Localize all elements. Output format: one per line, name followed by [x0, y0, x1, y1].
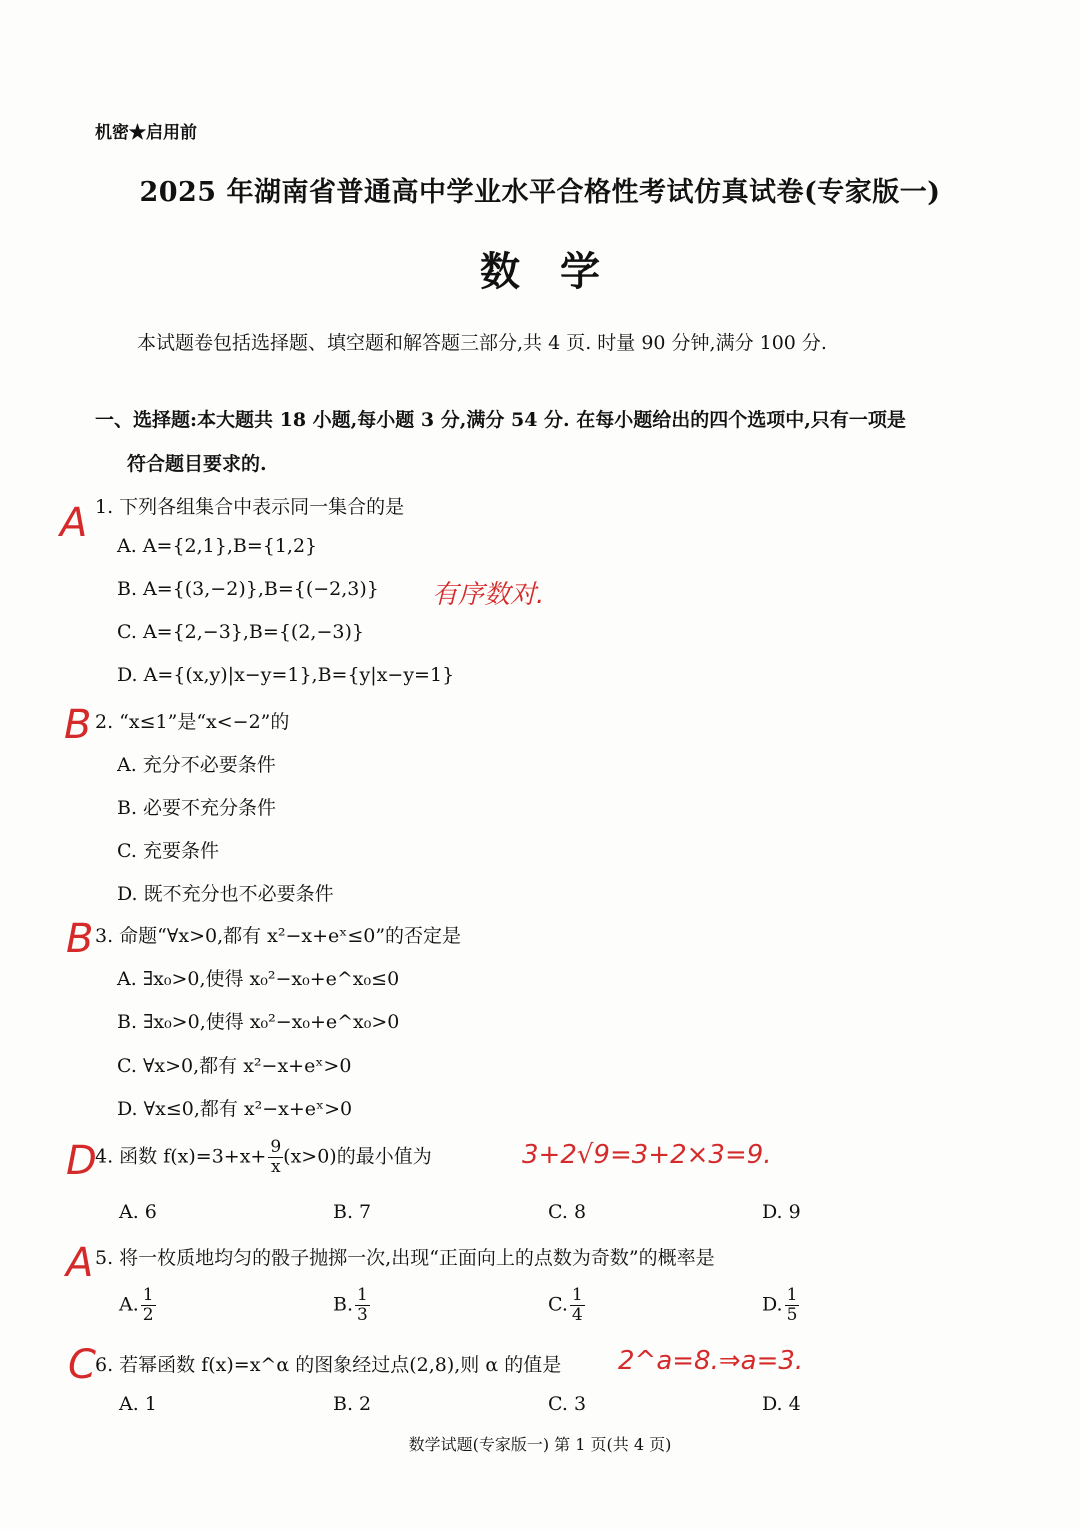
- q1-option-d: D. A={(x,y)|x−y=1},B={y|x−y=1}: [117, 664, 455, 686]
- q4-fraction-numerator: 9: [270, 1137, 282, 1157]
- question-4-stem: [95, 1138, 432, 1177]
- q3-handwritten-answer: B: [66, 916, 94, 962]
- exam-title: 2025 年湖南省普通高中学业水平合格性考试仿真试卷(专家版一): [139, 177, 941, 208]
- q2-option-d: D. 既不充分也不必要条件: [117, 883, 334, 905]
- subject-title: 数学: [480, 248, 640, 295]
- fraction-denominator: 4: [571, 1305, 583, 1325]
- q2-handwritten-answer: B: [64, 702, 92, 748]
- q3-option-c: C. ∀x>0,都有 x²−x+eˣ>0: [117, 1055, 352, 1077]
- q1-handwritten-answer: A: [60, 500, 88, 546]
- q4-option-c: C. 8: [548, 1201, 587, 1223]
- fraction-numerator: 1: [142, 1285, 154, 1305]
- confidential-label: 机密★启用前: [95, 123, 197, 143]
- q5-option-c-label: C.: [548, 1293, 568, 1316]
- q4-fraction: [268, 1138, 283, 1177]
- q6-handwritten-answer: C: [68, 1342, 96, 1388]
- q5-handwritten-answer: A: [66, 1240, 94, 1286]
- q5-option-d: [762, 1286, 799, 1325]
- page-footer: 数学试题(专家版一) 第 1 页(共 4 页): [408, 1435, 672, 1454]
- fraction-denominator: 3: [357, 1305, 368, 1325]
- q4-stem-part2: (x>0)的最小值为: [283, 1145, 432, 1168]
- fraction-numerator: 1: [357, 1285, 368, 1305]
- q6-option-d: D. 4: [762, 1393, 801, 1415]
- q5-option-b: [333, 1286, 370, 1325]
- q1-handwritten-note: 有序数对.: [432, 580, 545, 610]
- q2-option-a: A. 充分不必要条件: [117, 754, 276, 776]
- q2-option-c: C. 充要条件: [117, 840, 219, 862]
- q5-option-a-fraction: [141, 1286, 156, 1325]
- question-2-stem: 2. “x≤1”是“x<−2”的: [95, 711, 290, 733]
- q5-option-c-fraction: [570, 1286, 585, 1325]
- q5-option-a: [119, 1286, 156, 1325]
- q6-option-c: C. 3: [548, 1393, 587, 1415]
- q5-option-d-label: D.: [762, 1293, 783, 1316]
- fraction-numerator: 1: [786, 1285, 798, 1305]
- q1-option-a: A. A={2,1},B={1,2}: [117, 535, 318, 557]
- q4-fraction-denominator: x: [270, 1157, 281, 1177]
- q5-option-d-fraction: [785, 1286, 800, 1325]
- q3-option-d: D. ∀x≤0,都有 x²−x+eˣ>0: [117, 1098, 353, 1120]
- q1-option-c: C. A={2,−3},B={(2,−3)}: [117, 621, 364, 643]
- q4-option-b: B. 7: [333, 1201, 372, 1223]
- section-heading-cont: 符合题目要求的.: [127, 453, 267, 475]
- q2-option-b: B. 必要不充分条件: [117, 797, 277, 819]
- q5-option-c: [548, 1286, 585, 1325]
- q4-handwritten-note: 3+2√9=3+2×3=9.: [522, 1140, 772, 1170]
- q4-stem-part1: 4. 函数 f(x)=3+x+: [95, 1145, 267, 1168]
- q5-option-b-fraction: [355, 1286, 370, 1325]
- question-5-stem: 5. 将一枚质地均匀的骰子抛掷一次,出现“正面向上的点数为奇数”的概率是: [95, 1247, 715, 1269]
- q3-option-a: A. ∃x₀>0,使得 x₀²−x₀+e^x₀≤0: [117, 968, 400, 990]
- question-6-stem: 6. 若幂函数 f(x)=x^α 的图象经过点(2,8),则 α 的值是: [95, 1354, 562, 1376]
- q6-option-a: A. 1: [119, 1393, 157, 1415]
- q5-option-b-label: B.: [333, 1293, 354, 1316]
- q6-option-b: B. 2: [333, 1393, 372, 1415]
- question-3-stem: 3. 命题“∀x>0,都有 x²−x+eˣ≤0”的否定是: [95, 925, 462, 947]
- q5-option-a-label: A.: [119, 1293, 139, 1316]
- q3-option-b: B. ∃x₀>0,使得 x₀²−x₀+e^x₀>0: [117, 1011, 400, 1033]
- q4-option-d: D. 9: [762, 1201, 801, 1223]
- q6-handwritten-note: 2^a=8.⇒a=3.: [618, 1346, 804, 1376]
- fraction-numerator: 1: [571, 1285, 583, 1305]
- q4-option-a: A. 6: [119, 1201, 157, 1223]
- q4-handwritten-answer: D: [66, 1138, 97, 1184]
- section-heading: 一、选择题:本大题共 18 小题,每小题 3 分,满分 54 分. 在每小题给出的四个选项中,只有一项是: [95, 409, 906, 431]
- q1-option-b: B. A={(3,−2)},B={(−2,3)}: [117, 578, 379, 600]
- exam-intro: 本试题卷包括选择题、填空题和解答题三部分,共 4 页. 时量 90 分钟,满分 100 分.: [137, 332, 827, 354]
- fraction-denominator: 2: [142, 1305, 154, 1325]
- fraction-denominator: 5: [786, 1305, 798, 1325]
- question-1-stem: 1. 下列各组集合中表示同一集合的是: [95, 496, 405, 518]
